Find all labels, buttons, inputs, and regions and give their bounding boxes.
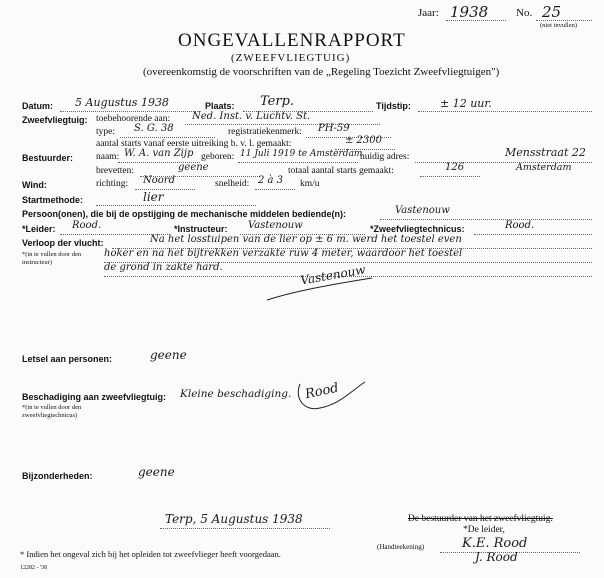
verloop-signature: Vastenouw [299,262,367,288]
footer-leider-label: *De leider, [463,525,505,535]
no-value: 25 [542,3,562,21]
registratiekenmerk-label: registratiekenmerk: [228,127,302,137]
brevetten-label: brevetten: [96,166,134,176]
wind-label: Wind: [22,180,47,190]
aantal-starts-label: aantal starts vanaf eerste uitreiking b. v. l. gemaakt: [96,139,292,149]
verloop-note-2: instructeur) [22,259,52,266]
snelheid-value: 2 à 3 [258,175,284,186]
bestuurder-label: Bestuurder: [22,153,74,163]
beschadiging-signature-stroke [290,378,370,418]
totaal-starts-value: 126 [445,162,465,173]
beschadiging-note-1: *(in te vullen door den [22,404,82,411]
registratiekenmerk-value: PH-59 [318,123,350,134]
verloop-line-3: de grond in zakte hard. [104,262,223,273]
brevetten-value: geene [178,162,209,173]
richting-label: richting: [96,179,129,189]
zweefvliegtuig-label: Zweefvliegtuig: [22,115,88,125]
datum-label: Datum: [22,101,53,111]
personen-value: Vastenouw [395,205,450,216]
letsel-label: Letsel aan personen: [22,354,113,364]
footer-print-code: 12282 - '38 [20,565,48,571]
adres-value: Mensstraat 22 [505,146,586,159]
snelheid-unit: km/u [300,179,320,189]
plaats-value: Terp. [260,94,295,109]
footer-bestuurder-struck: De bestuurder van het zweefvliegtuig. [408,514,553,524]
verloop-line-1: Na het losstuipen van de lier op ± 6 m. werd het toestel even [150,234,462,245]
footer-signature-2: J. Rood [475,550,518,564]
aantal-starts-value: ± 2300 [345,135,383,146]
beschadiging-value: Kleine beschadiging. [180,388,292,400]
totaal-starts-label: totaal aantal starts gemaakt: [288,166,394,176]
personen-label: Persoon(onen), die bij de opstijging de mechanische middelen bediende(n): [22,209,347,219]
snelheid-label: snelheid: [215,179,250,189]
tijdstip-value: ± 12 uur. [440,97,492,110]
leider-value: Rood. [72,220,102,231]
naam-label: naam: [96,152,120,162]
jaar-value: 1938 [450,3,489,21]
adres-label: huidig adres: [360,152,410,162]
leider-label: *Leider: [22,224,56,234]
tijdstip-label: Tijdstip: [376,101,411,111]
geboren-value: 11 Juli 1919 te Amsterdam [240,149,363,159]
verloop-note-1: *(in te vullen door den [22,251,82,258]
verloop-line-2: hoker en na het bijtrekken verzakte ruw 4 meter, waardoor het toestel [104,248,463,259]
toebehoorende-label: toebehoorende aan: [96,114,171,124]
toebehoorende-value: Ned. Inst. v. Luchtv. St. [192,111,311,122]
no-label: No. [516,7,533,19]
report-title: ONGEVALLENRAPPORT [178,30,406,51]
footer-footnote: * Indien het ongeval zich bij het opleiden tot zweefvlieger heeft voorgedaan. [20,549,281,559]
beschadiging-signature: Rood [303,380,340,403]
footer-place-date: Terp, 5 Augustus 1938 [165,512,303,526]
footer-handtekening: (Handteekening) [377,543,425,551]
geboren-label: geboren: [201,152,235,162]
type-label: type: [96,127,115,137]
bijzonderheden-label: Bijzonderheden: [22,471,93,481]
beschadiging-label: Beschadiging aan zweefvliegtuig: [22,392,167,402]
regulation-line: (overeenkomstig de voorschriften van de „Regeling Toezicht Zweefvliegtuigen") [143,66,500,78]
instructeur-label: *Instructeur: [174,224,228,234]
beschadiging-note-2: zweefvliegtechnicus) [22,412,78,419]
startmethode-label: Startmethode: [22,195,84,205]
richting-value: Noord [143,175,175,186]
startmethode-value: lier [143,190,164,204]
report-subtitle: (ZWEEFVLIEGTUIG) [231,52,351,64]
technicus-label: *Zweefvliegtechnicus: [370,224,465,234]
type-value: S. G. 38 [134,123,174,134]
verloop-label: Verloop der vlucht: [22,238,104,248]
letsel-value: geene [150,348,187,362]
datum-value: 5 Augustus 1938 [75,96,169,109]
jaar-label: Jaar: [418,7,439,19]
instructeur-value: Vastenouw [248,220,303,231]
no-note: (niet invullen) [540,22,578,29]
technicus-value: Rood. [505,220,535,231]
bijzonderheden-value: geene [138,465,175,479]
verloop-signature-stroke [262,270,382,306]
footer-signature-1: K.E. Rood [462,536,528,551]
adres-city: Amsterdam [516,162,572,173]
plaats-label: Plaats: [205,101,235,111]
naam-value: W. A. van Zijp [124,148,194,159]
